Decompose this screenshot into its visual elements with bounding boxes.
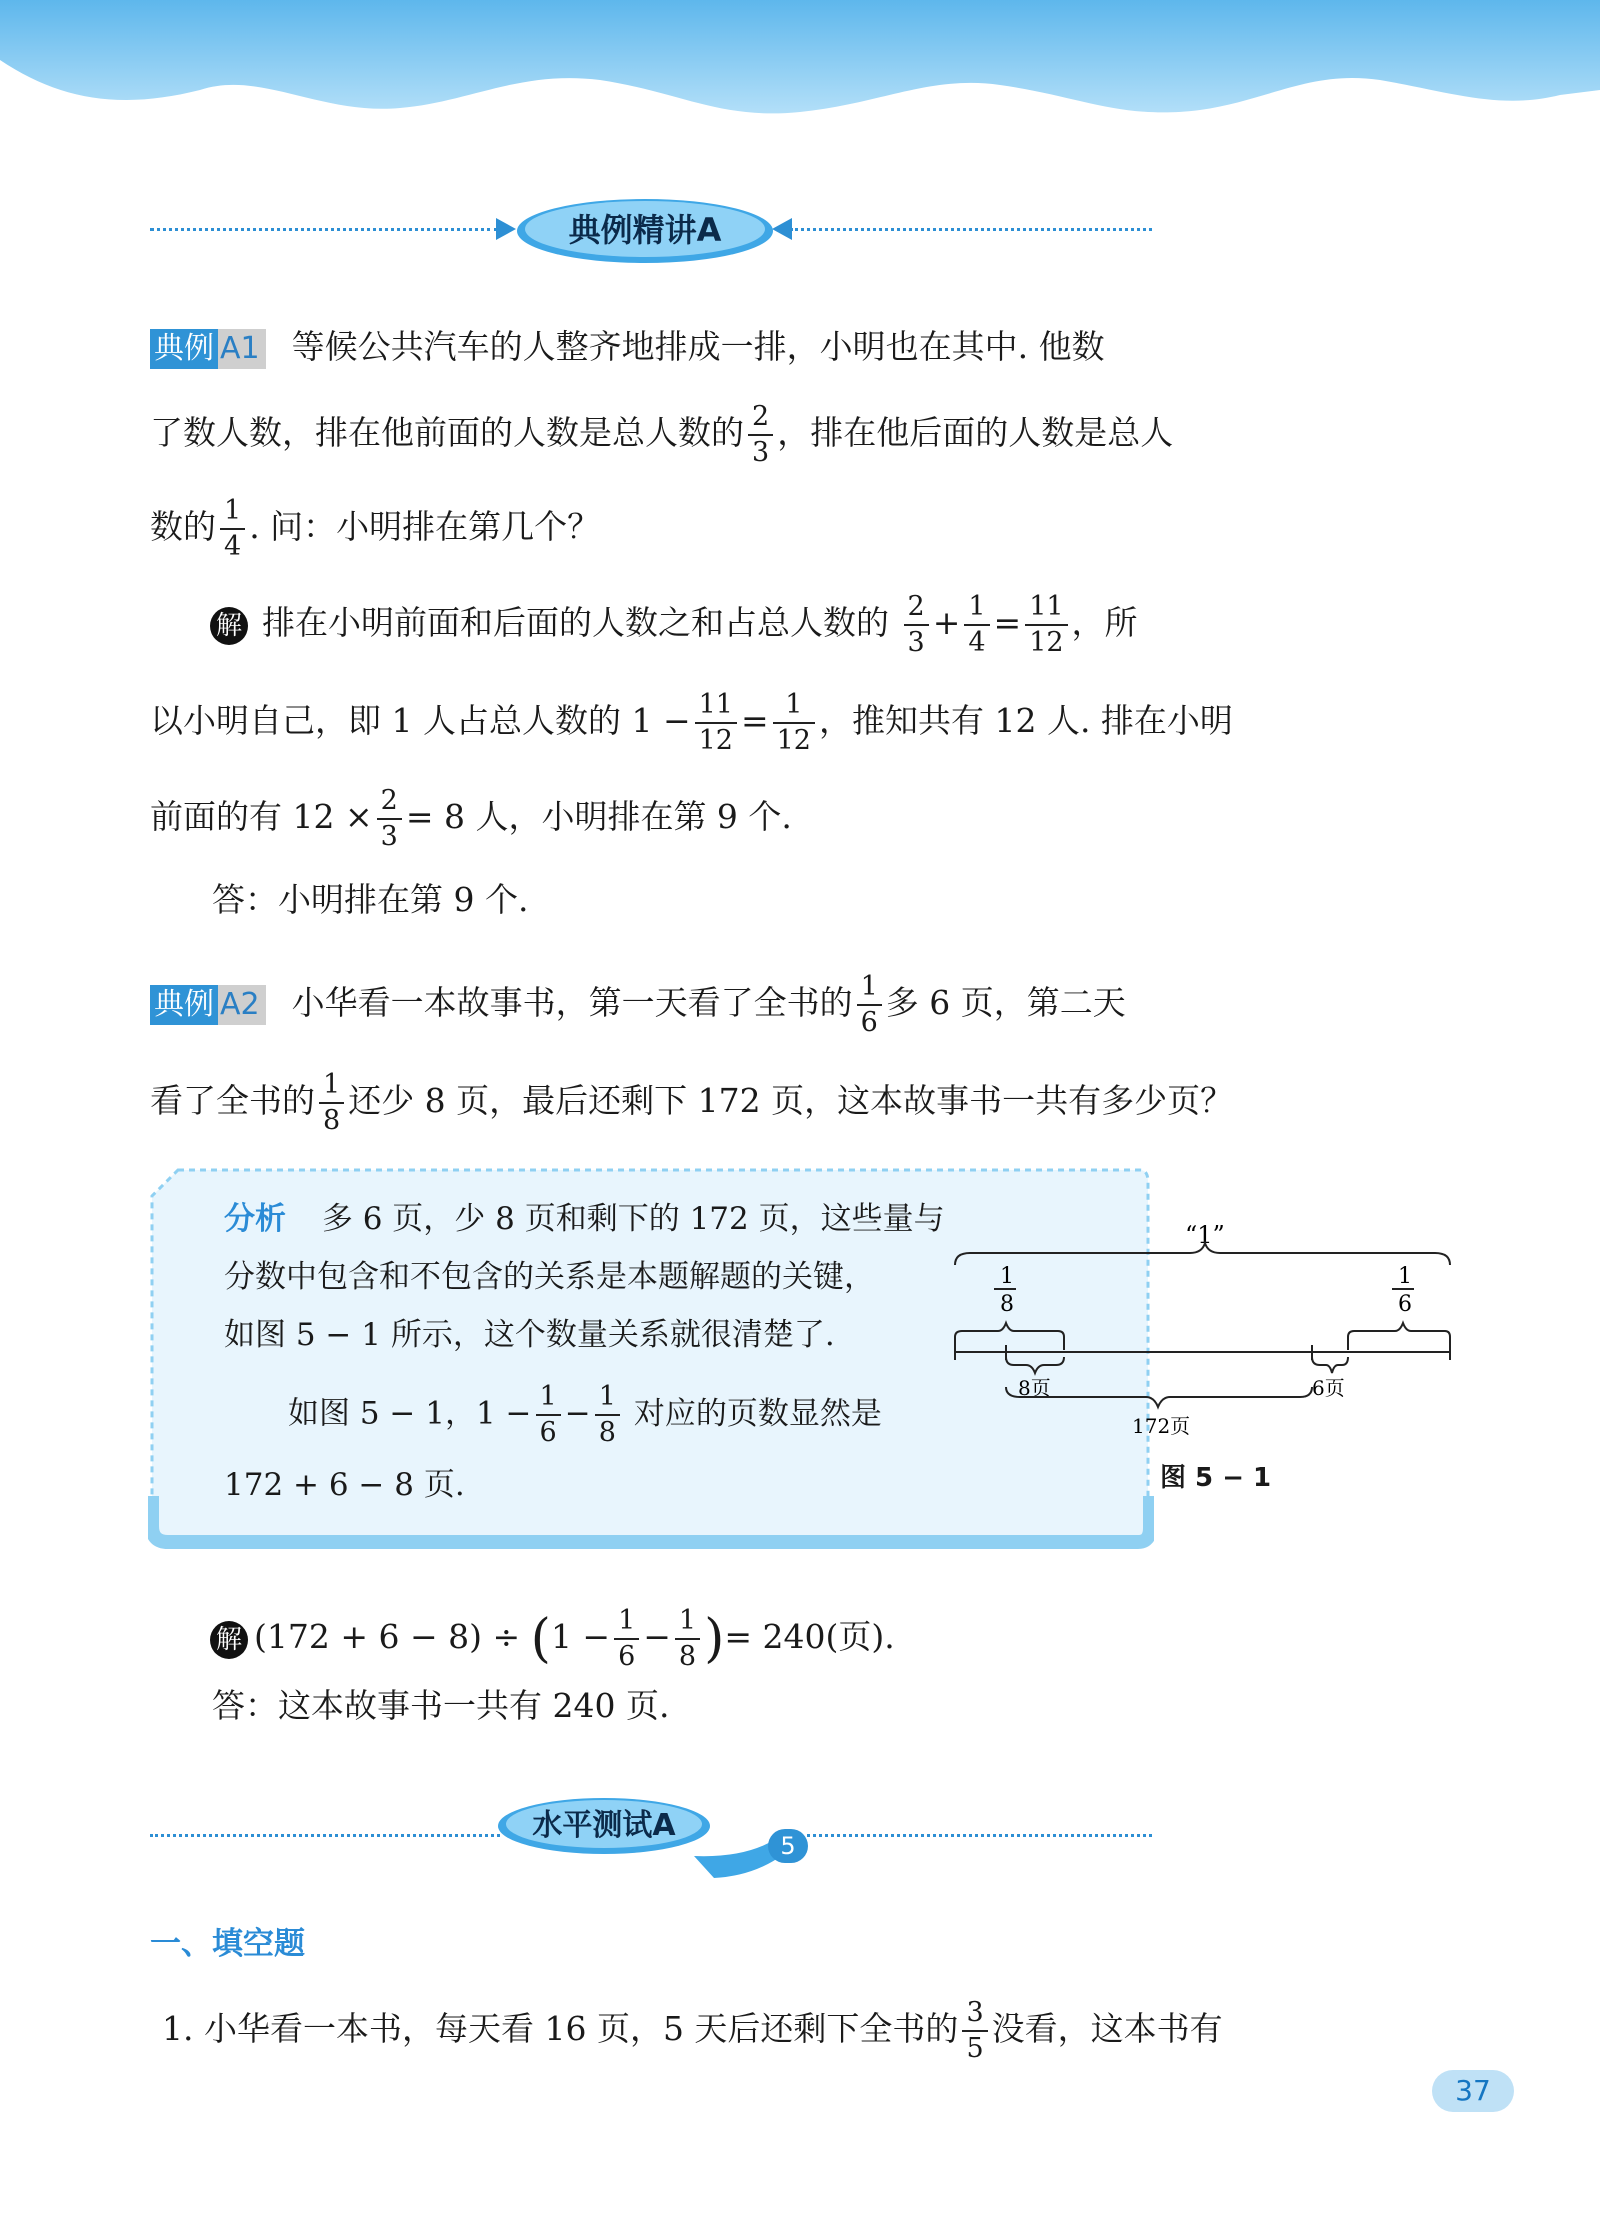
analysis-line2: 分数中包含和不包含的关系是本题解题的关键， [224,1259,875,1295]
numerator: 1 [220,494,245,530]
solution-a1-answer: 答：小明排在第 9 个. [212,880,529,919]
numerator: 3 [962,1996,987,2032]
fraction [614,1604,639,1674]
example-code: A1 [218,329,266,369]
example-a1-line3 [150,494,1150,564]
brace-one-sixth [1348,1323,1450,1350]
brace-172-pages [1006,1387,1312,1407]
denominator: 8 [598,1417,616,1448]
text-line: 没看，这本书有 [991,2009,1223,2048]
denominator: 12 [776,725,811,756]
example-code: A2 [218,985,266,1025]
numerator: 1 [773,688,815,724]
divider-left-test [150,1834,500,1837]
right-frac-num: 1 [1398,1264,1412,1289]
denominator: 3 [907,627,925,658]
text-line: 多 6 页，第二天 [885,983,1126,1022]
operator: − [643,1617,671,1656]
arrow-right-icon [496,218,516,240]
solution-a2-answer: 答：这本故事书一共有 240 页. [212,1686,670,1725]
banner-title-test: 水平测试A [532,1808,676,1843]
text-line: 数的 [150,507,216,546]
analysis-label: 分析 [224,1201,286,1237]
numerator: 1 [675,1604,700,1640]
numerator: 1 [964,590,989,626]
text-line: ，所 [1071,603,1138,642]
badge-five: 5 [768,1829,808,1863]
denominator: 8 [678,1641,697,1672]
paren-right: ) [704,1609,725,1669]
denominator: 6 [539,1417,557,1448]
text-line: 了数人数，排在他前面的人数是总人数的 [150,413,744,452]
example-a2-line1 [150,970,1150,1040]
text-line: 对应的页数显然是 [633,1395,882,1432]
solution-badge: 解 [210,607,248,645]
page-number: 37 [1432,2070,1514,2112]
example-tag: 典例 [150,329,218,369]
fraction [695,688,737,758]
text-line: . 问：小明排在第几个？ [249,507,601,546]
example-a1-line2 [150,400,1174,470]
analysis-line3: 如图 5 − 1 所示，这个数量关系就很清楚了. [224,1317,835,1353]
denominator: 12 [1029,627,1064,658]
fraction [595,1380,620,1450]
text-line: 1. 小华看一本书，每天看 16 页，5 天后还剩下全书的 [162,2009,959,2048]
sky-cloud-header [0,0,1600,130]
denominator: 8 [323,1105,341,1136]
analysis-line4 [288,1380,882,1450]
numerator: 1 [614,1604,639,1640]
numerator: 1 [857,970,882,1006]
section-title: 一、填空题 [150,1926,305,1962]
right-frac-den: 6 [1398,1292,1412,1317]
text-line: = 8 人，小明排在第 9 个. [405,797,792,836]
fraction [962,1996,987,2066]
fraction [675,1604,700,1674]
analysis-line1 [224,1190,945,1248]
denominator: 5 [966,2033,984,2064]
divider-right-test [800,1834,1152,1837]
fraction [1025,590,1067,660]
operator: = [740,701,769,740]
label-6-pages: 6页 [1312,1376,1345,1400]
fraction [857,970,882,1040]
example-a2-line2 [150,1068,1234,1138]
fraction [377,784,402,854]
example-a1-line1 [150,325,1150,369]
numerator: 2 [377,784,402,820]
text-line: 前面的有 12 × [150,797,373,836]
numerator: 2 [748,400,773,436]
text-line: (172 + 6 − 8) ÷ [254,1617,521,1656]
text-line: 还少 8 页，最后还剩下 172 页，这本故事书一共有多少页？ [348,1081,1234,1120]
denominator: 6 [860,1007,878,1038]
denominator: 6 [618,1641,636,1672]
divider-left-top [150,228,498,231]
numerator: 2 [904,590,929,626]
denominator: 12 [698,725,733,756]
fraction [964,590,989,660]
banner-title-top: 典例精讲A [568,211,722,249]
operator: = [993,603,1022,642]
fraction [904,590,929,660]
paren-left: ( [530,1609,551,1669]
operator: − [564,1395,591,1432]
denominator: 3 [380,821,398,852]
label-172-pages: 172页 [1132,1414,1191,1438]
operator: + [932,603,961,642]
solution-badge: 解 [210,1621,248,1659]
example-tag: 典例 [150,985,218,1025]
text-line: = 240(页). [724,1617,895,1656]
brace-8-pages [1006,1357,1064,1373]
text-line: 如图 5 − 1，1 − [288,1395,532,1432]
figure-caption: 图 5 − 1 [1160,1463,1272,1493]
denominator: 4 [224,531,242,562]
numerator: 1 [536,1380,561,1416]
text-line: 等候公共汽车的人整齐地排成一排，小明也在其中. 他数 [291,327,1105,366]
text-line: 看了全书的 [150,1081,315,1120]
text-line: 以小明自己，即 1 人占总人数的 1 − [150,701,691,740]
left-frac-num: 1 [1000,1264,1014,1289]
solution-a1-line3 [150,784,1150,854]
text-line: 排在小明前面和后面的人数之和占总人数的 [262,603,889,642]
brace-whole [955,1243,1450,1265]
text-line: 1 − [550,1617,611,1656]
left-frac-den: 8 [1000,1292,1014,1317]
denominator: 4 [968,627,986,658]
question-1 [162,1996,1223,2066]
numerator: 1 [319,1068,344,1104]
figure-top-label: “1” [1185,1221,1225,1249]
fraction [536,1380,561,1450]
brace-one-eighth [955,1323,1064,1350]
fraction [319,1068,344,1138]
denominator: 3 [752,437,770,468]
fraction [773,688,815,758]
solution-a2-line [210,1604,1210,1674]
text-line: ，排在他后面的人数是总人 [777,413,1174,452]
label-8-pages: 8页 [1018,1376,1051,1400]
solution-a1-line2 [150,688,1233,758]
figure-5-1-diagram [940,1215,1470,1450]
text-line: ，推知共有 12 人. 排在小明 [818,701,1233,740]
fraction [748,400,773,470]
text-line: 多 6 页，少 8 页和剩下的 172 页，这些量与 [321,1201,945,1237]
analysis-line5: 172 + 6 − 8 页. [224,1467,465,1503]
numerator: 11 [695,688,737,724]
brace-6-pages [1312,1357,1348,1373]
divider-right-top [790,228,1152,231]
numerator: 1 [595,1380,620,1416]
numerator: 11 [1025,590,1067,626]
fraction [220,494,245,564]
solution-a1-line1 [210,590,1210,660]
text-line: 小华看一本故事书，第一天看了全书的 [291,983,853,1022]
